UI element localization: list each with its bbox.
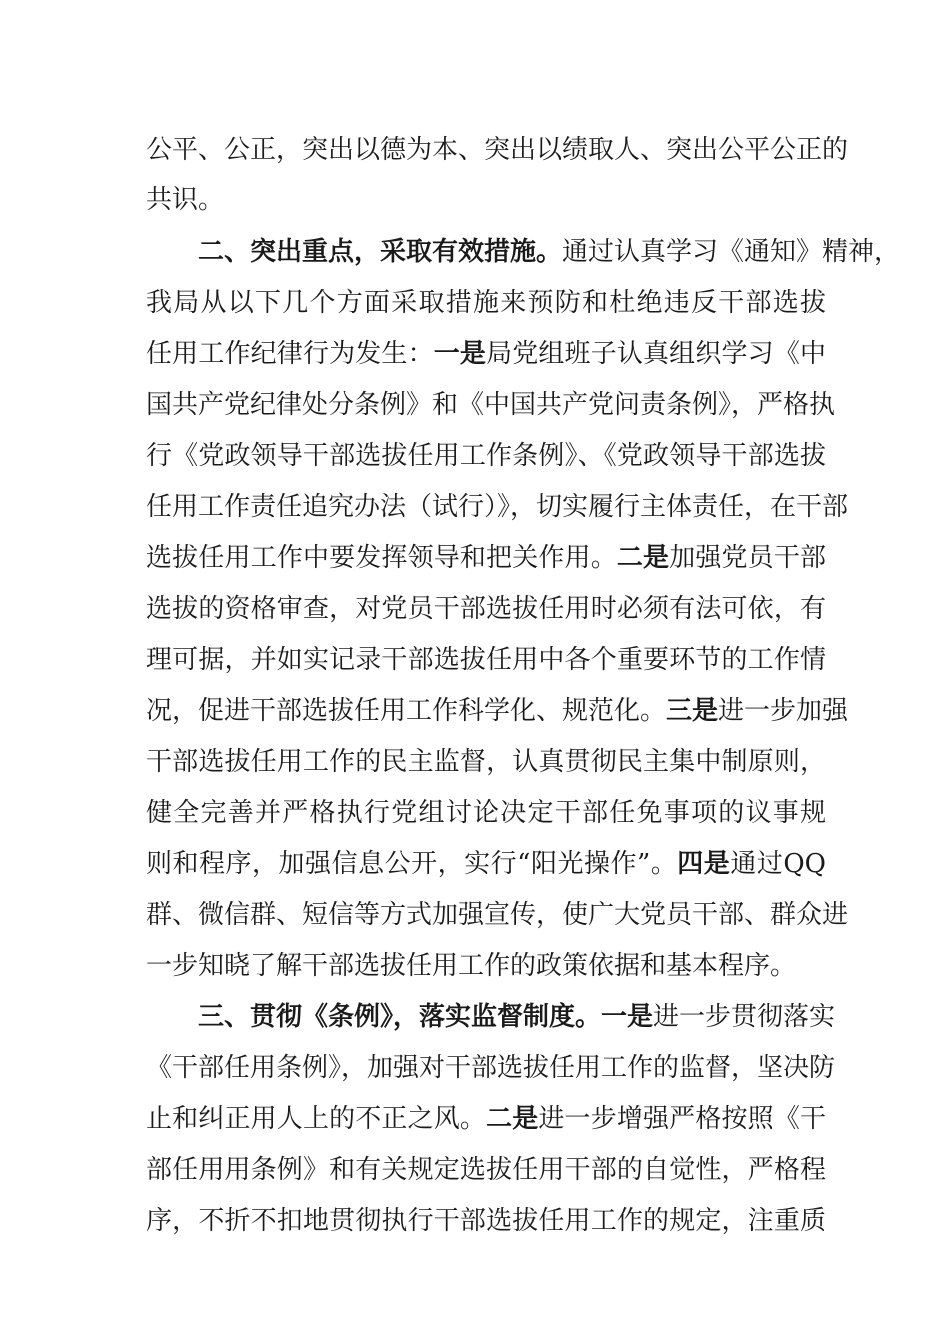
paragraph-line: 群、微信群、短信等方式加强宣传，使广大党员干部、群众进: [146, 900, 849, 930]
paragraph-text: 进一步增强严格按照《干: [538, 1104, 826, 1134]
paragraph-line: 序，不折不扣地贯彻执行干部选拔任用工作的规定，注重质: [146, 1206, 826, 1236]
paragraph-line: [198, 227, 901, 277]
paragraph-text: 况，促进干部选拔任用工作科学化、规范化。: [146, 696, 667, 726]
paragraph-text: 止和纠正用人上的不正之风。: [146, 1104, 487, 1134]
paragraph-text: 局党组班子认真组织学习《中: [486, 339, 826, 369]
paragraph-line: [146, 533, 826, 583]
paragraph-line: 任用工作责任追究办法（试行）》，切实履行主体责任，在干部: [146, 492, 849, 522]
paragraph-line: 我局从以下几个方面采取措施来预防和杜绝违反干部选拔: [146, 288, 826, 318]
paragraph-text: 进一步贯彻落实: [653, 1002, 836, 1032]
paragraph-text: 则和程序，加强信息公开，实行“阳光操作”。: [146, 849, 678, 879]
paragraph-line: 国共产党纪律处分条例》和《中国共产党问责条例》，严格执: [146, 390, 836, 420]
emphasis-text: 二是: [486, 1104, 539, 1134]
paragraph-line: 行《党政领导干部选拔任用工作条例》、《党政领导干部选拔: [146, 441, 826, 471]
paragraph-text: 通过认真学习《通知》精神，: [562, 237, 901, 267]
paragraph-text: 任用工作纪律行为发生：: [146, 339, 434, 369]
emphasis-text: 四是: [677, 849, 731, 879]
paragraph-line: 健全完善并严格执行党组讨论决定干部任免事项的议事规: [146, 798, 826, 828]
paragraph-line: 部任用用条例》和有关规定选拔任用干部的自觉性，严格程: [146, 1155, 826, 1185]
paragraph-text: 加强党员干部: [669, 543, 826, 573]
paragraph-line: [146, 1094, 826, 1144]
emphasis-text: 一是: [433, 339, 487, 369]
paragraph-line: 一步知晓了解干部选拔任用工作的政策依据和基本程序。: [146, 951, 797, 981]
emphasis-text: 二是: [616, 543, 670, 573]
paragraph-line: 共识。: [146, 185, 225, 215]
paragraph-line: [146, 329, 826, 379]
paragraph-text: 选拔任用工作中要发挥领导和把关作用。: [146, 543, 617, 573]
section-heading: 二、突出重点，采取有效措施。: [198, 237, 563, 267]
paragraph-line: [146, 839, 826, 889]
paragraph-line: [198, 992, 836, 1042]
paragraph-text: 进一步加强: [718, 696, 849, 726]
paragraph-text: 通过QQ: [730, 849, 826, 879]
emphasis-text: 三是: [666, 696, 719, 726]
paragraph-line: [146, 686, 849, 736]
paragraph-line: 选拔的资格审查，对党员干部选拔任用时必须有法可依，有: [146, 594, 826, 624]
section-heading: 三、贯彻《条例》，落实监督制度。: [198, 1002, 602, 1032]
paragraph-line: 《干部任用条例》，加强对干部选拔任用工作的监督，坚决防: [146, 1053, 836, 1083]
paragraph-line: 理可据，并如实记录干部选拔任用中各个重要环节的工作情: [146, 645, 826, 675]
emphasis-text: 一是: [601, 1002, 654, 1032]
paragraph-line: 公平、公正，突出以德为本、突出以绩取人、突出公平公正的: [146, 135, 849, 165]
paragraph-line: 干部选拔任用工作的民主监督，认真贯彻民主集中制原则，: [146, 747, 826, 777]
